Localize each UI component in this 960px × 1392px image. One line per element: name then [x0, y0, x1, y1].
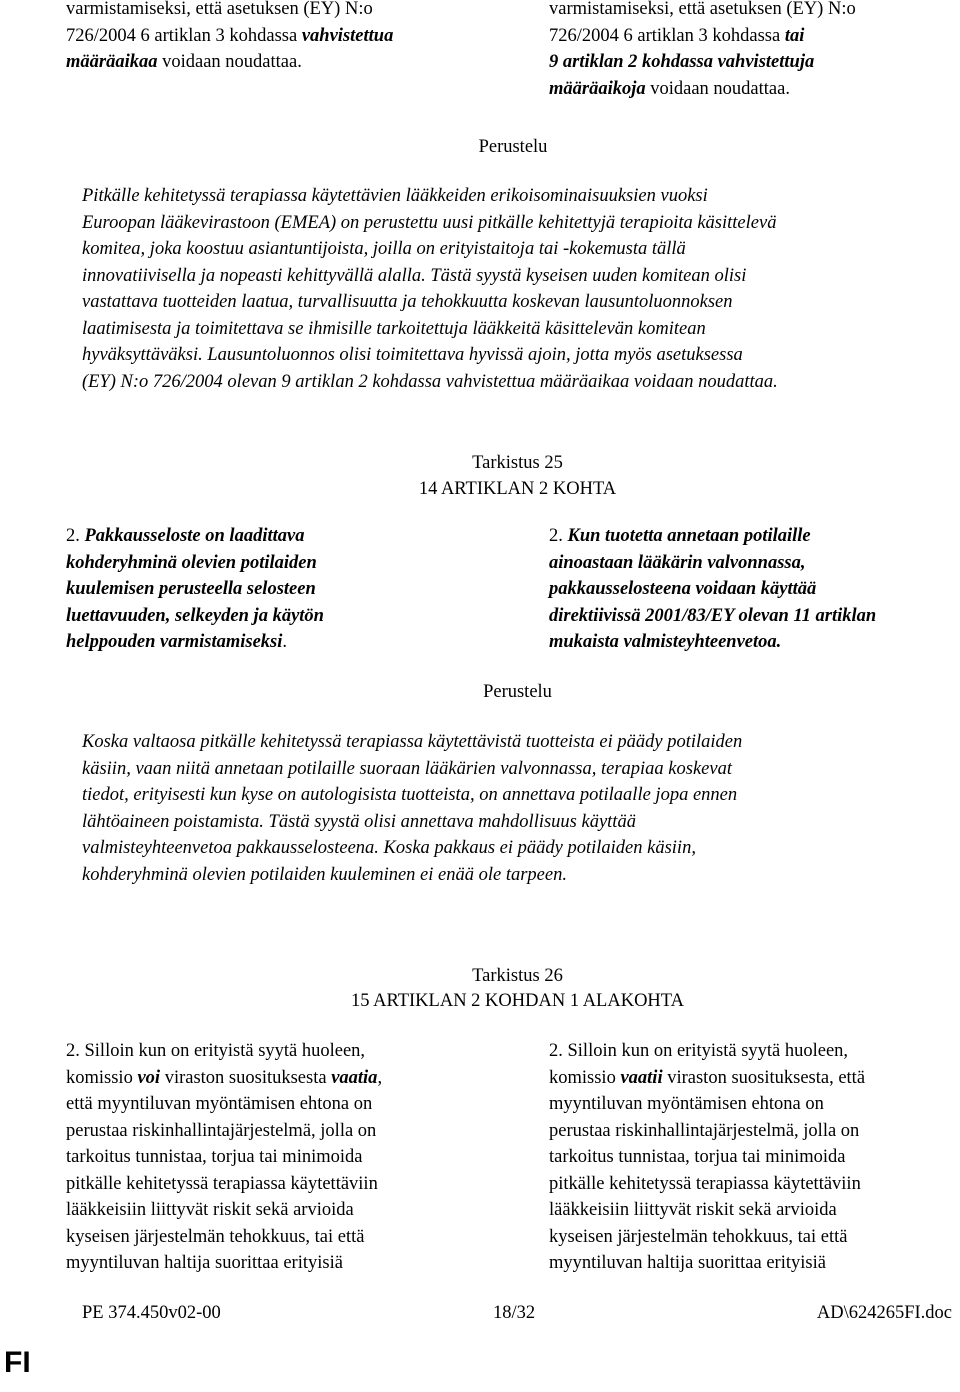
- amendment-left-column: [66, 1038, 382, 1277]
- footer-file-name: AD\624265FI.doc: [816, 1303, 952, 1323]
- text-run: tiedot, erityisesti kun kyse on autologisista tuotteista, on annettava potilaalle jopa ennen: [82, 785, 738, 805]
- text-run: Kun tuotetta annetaan potilaille: [567, 526, 811, 546]
- text-run: laatimisesta ja toimitettava se ihmisille tarkoitettuja lääkkeitä käsittelevän komitean: [82, 318, 706, 339]
- text-line: [66, 1224, 382, 1251]
- text-run: ,: [377, 1067, 383, 1088]
- top-left-column: [66, 0, 393, 76]
- text-run: voi: [137, 1067, 161, 1088]
- text-run: voidaan noudattaa.: [645, 78, 790, 99]
- text-run: käsiin, vaan niitä annetaan potilaille suoraan lääkärien valvonnassa, terapiaa koskevat: [82, 758, 732, 779]
- text-run: vaatia: [331, 1067, 378, 1088]
- text-line: [82, 289, 778, 316]
- amendment-left-column: [66, 523, 324, 656]
- text-run: pakkausselosteena voidaan käyttää: [549, 579, 817, 599]
- text-line: [82, 210, 778, 237]
- text-line: [66, 1038, 382, 1065]
- text-line: [66, 1144, 382, 1171]
- text-run: viraston suosituksesta: [160, 1067, 332, 1088]
- text-line: [82, 316, 778, 343]
- text-line: [82, 342, 778, 369]
- text-line: [82, 809, 742, 836]
- text-line: [66, 49, 393, 76]
- text-line: [66, 1197, 382, 1224]
- top-right-column: [549, 0, 856, 102]
- text-line: [549, 1118, 865, 1145]
- text-run: vastattava tuotteiden laatua, turvallisuutta ja tehokkuutta koskevan lausuntoluonnoksen: [82, 292, 733, 312]
- text-run: viraston suosituksesta, että: [662, 1067, 866, 1088]
- text-line: [549, 1144, 865, 1171]
- text-run: 9 artiklan 2 kohdassa vahvistettuja: [549, 52, 815, 72]
- text-run: määräaikaa: [66, 52, 158, 72]
- text-run: määräaikoja: [549, 78, 646, 99]
- text-run: komissio: [549, 1067, 621, 1088]
- text-run: kohderyhminä olevien potilaiden: [66, 552, 317, 573]
- text-line: [549, 1197, 865, 1224]
- amendment-article: 15 ARTIKLAN 2 KOHDAN 1 ALAKOHTA: [351, 991, 684, 1011]
- text-line: [82, 756, 742, 783]
- text-line: [549, 76, 856, 103]
- text-line: [549, 1171, 865, 1198]
- text-run: komitea, joka koostuu asiantuntijoista, joilla on erityistaitoja tai -kokemusta tällä: [82, 239, 686, 259]
- text-run: .: [282, 632, 287, 652]
- text-line: [66, 1091, 382, 1118]
- text-run: mukaista valmisteyhteenvetoa.: [549, 632, 782, 652]
- text-run: 726/2004 6 artiklan 3 kohdassa: [549, 25, 785, 46]
- text-run: (EY) N:o 726/2004 olevan 9 artiklan 2 kohdassa vahvistettua määräaikaa voidaan noudattaa.: [82, 371, 778, 392]
- text-run: 2. Silloin kun on erityistä syytä huoleen,: [66, 1041, 366, 1061]
- text-line: [66, 603, 324, 630]
- text-run: kohderyhminä olevien potilaiden kuuleminen ei enää ole tarpeen.: [82, 864, 567, 885]
- text-run: helppouden varmistamiseksi: [66, 632, 283, 652]
- text-run: valmisteyhteenvetoa pakkausselosteena. Koska pakkaus ei päädy potilaiden käsiin,: [82, 838, 696, 858]
- text-run: 726/2004 6 artiklan 3 kohdassa: [66, 25, 302, 46]
- text-run: komissio: [66, 1067, 138, 1088]
- text-line: [66, 629, 324, 656]
- text-line: [549, 1224, 865, 1251]
- text-run: pitkälle kehitetyssä terapiassa käytettäviin: [66, 1173, 378, 1194]
- text-line: [549, 603, 876, 630]
- footer-doc-ref: PE 374.450v02-00: [82, 1303, 221, 1323]
- amendment-right-column: [549, 1038, 865, 1277]
- amendment-title: Tarkistus 25: [472, 453, 563, 473]
- justification-heading: Perustelu: [483, 682, 552, 702]
- text-line: [66, 1250, 382, 1277]
- text-run: varmistamiseksi, että asetuksen (EY) N:o: [66, 0, 373, 19]
- text-line: [66, 0, 393, 23]
- text-line: [549, 1038, 865, 1065]
- text-line: [82, 862, 742, 889]
- text-run: vaatii: [620, 1067, 663, 1088]
- text-line: [82, 369, 778, 396]
- justification-heading: Perustelu: [478, 137, 548, 157]
- text-run: lääkkeisiin liittyvät riskit sekä arvioida: [66, 1200, 354, 1220]
- text-line: [66, 523, 324, 550]
- justification-text: [82, 183, 778, 395]
- footer-page-number: 18/32: [493, 1303, 536, 1323]
- text-line: [549, 523, 876, 550]
- text-run: Euroopan lääkevirastoon (EMEA) on perustettu uusi pitkälle kehitettyjä terapioita käsittelevä: [82, 212, 777, 233]
- text-line: [549, 1250, 865, 1277]
- text-line: [66, 1171, 382, 1198]
- text-run: varmistamiseksi, että asetuksen (EY) N:o: [549, 0, 856, 19]
- text-line: [82, 236, 778, 263]
- text-run: myyntiluvan myöntämisen ehtona on: [549, 1094, 824, 1114]
- text-run: direktiivissä 2001/83/EY olevan 11 artiklan: [549, 605, 877, 626]
- text-line: [66, 23, 393, 50]
- text-run: tarkoitus tunnistaa, torjua tai minimoida: [66, 1147, 363, 1167]
- text-line: [82, 782, 742, 809]
- amendment-article: 14 ARTIKLAN 2 KOHTA: [418, 479, 617, 499]
- text-run: lähtöaineen poistamista. Tästä syystä olisi annettava mahdollisuus käyttää: [82, 811, 636, 832]
- text-run: vahvistettua: [301, 25, 394, 46]
- text-line: [549, 0, 856, 23]
- text-run: Koska valtaosa pitkälle kehitetyssä terapiassa käytettävistä tuotteista ei päädy potilaiden: [82, 732, 743, 752]
- text-run: kuulemisen perusteella selosteen: [66, 579, 316, 599]
- text-line: [549, 550, 876, 577]
- text-line: [549, 1065, 865, 1092]
- text-run: myyntiluvan haltija suorittaa erityisiä: [66, 1253, 343, 1273]
- text-run: kyseisen järjestelmän tehokkuus, tai että: [66, 1226, 365, 1247]
- text-line: [82, 263, 778, 290]
- text-line: [82, 729, 742, 756]
- text-run: hyväksyttäväksi. Lausuntoluonnos olisi toimitettava hyvissä ajoin, jotta myös asetuksessa: [82, 345, 743, 365]
- text-line: [66, 550, 324, 577]
- text-run: perustaa riskinhallintajärjestelmä, jolla on: [66, 1120, 377, 1141]
- text-line: [549, 629, 876, 656]
- text-line: [66, 1065, 382, 1092]
- text-run: tarkoitus tunnistaa, torjua tai minimoida: [549, 1147, 846, 1167]
- text-run: perustaa riskinhallintajärjestelmä, jolla on: [549, 1120, 860, 1141]
- text-line: [66, 1118, 382, 1145]
- text-run: ainoastaan lääkärin valvonnassa,: [549, 552, 806, 573]
- text-run: voidaan noudattaa.: [157, 52, 302, 72]
- text-run: kyseisen järjestelmän tehokkuus, tai että: [549, 1226, 848, 1247]
- text-run: 2.: [66, 526, 85, 546]
- text-line: [82, 183, 778, 210]
- justification-text: [82, 729, 742, 888]
- text-run: lääkkeisiin liittyvät riskit sekä arvioida: [549, 1200, 837, 1220]
- text-run: myyntiluvan haltija suorittaa erityisiä: [549, 1253, 826, 1273]
- text-line: [66, 576, 324, 603]
- text-run: pitkälle kehitetyssä terapiassa käytettäviin: [549, 1173, 861, 1194]
- text-run: että myyntiluvan myöntämisen ehtona on: [66, 1094, 373, 1114]
- text-line: [549, 49, 856, 76]
- footer-language-code: FI: [4, 1346, 31, 1379]
- amendment-right-column: [549, 523, 876, 656]
- amendment-title: Tarkistus 26: [472, 966, 563, 986]
- text-run: 2.: [549, 526, 568, 546]
- text-run: Pitkälle kehitetyssä terapiassa käytettävien lääkkeiden erikoisominaisuuksien vuoksi: [82, 186, 708, 206]
- text-run: 2. Silloin kun on erityistä syytä huoleen,: [549, 1041, 849, 1061]
- text-run: luettavuuden, selkeyden ja käytön: [66, 605, 324, 626]
- text-run: innovatiivisella ja nopeasti kehittyvällä alalla. Tästä syystä kyseisen uuden komitean olisi: [82, 265, 747, 286]
- text-line: [549, 23, 856, 50]
- text-line: [549, 1091, 865, 1118]
- text-line: [549, 576, 876, 603]
- text-line: [82, 835, 742, 862]
- text-run: tai: [784, 25, 805, 46]
- text-run: Pakkausseloste on laadittava: [84, 526, 305, 546]
